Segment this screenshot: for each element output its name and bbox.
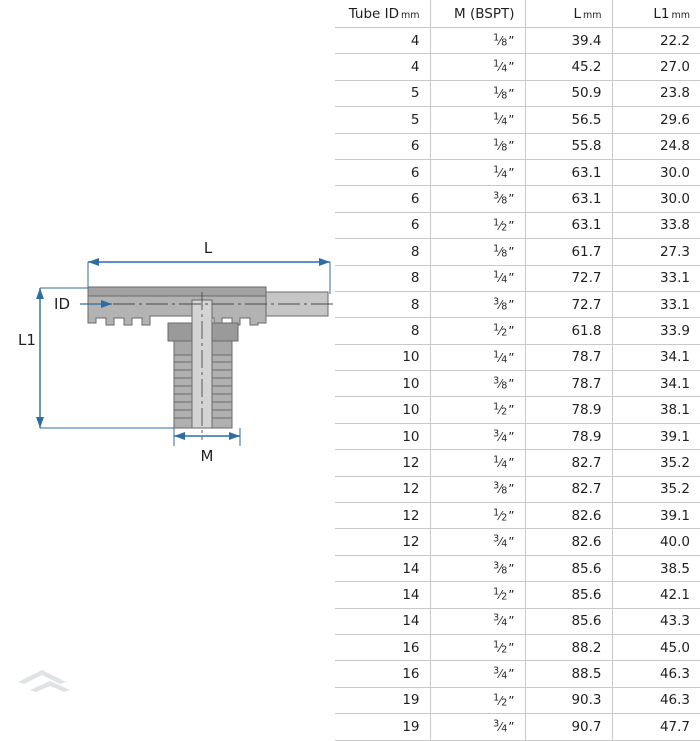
cell-thread: $^3$⁄4” <box>430 661 525 687</box>
dimension-label-L: L <box>203 239 213 257</box>
cell-thread: $^3$⁄4” <box>430 714 525 740</box>
cell-l1: 35.2 <box>612 476 700 502</box>
cell-l: 63.1 <box>525 186 612 212</box>
table-row <box>335 291 700 317</box>
cell-l1: 24.8 <box>612 133 700 159</box>
cell-thread: $^1$⁄4” <box>430 54 525 80</box>
fitting-body <box>88 287 328 428</box>
cell-l1: 33.1 <box>612 265 700 291</box>
cell-thread: $^3$⁄8” <box>430 371 525 397</box>
cell-thread: $^1$⁄8” <box>430 133 525 159</box>
dimension-label-L1: L1 <box>18 331 36 349</box>
cell-l: 63.1 <box>525 159 612 185</box>
cell-tube-id: 12 <box>335 529 430 555</box>
dimension-M <box>174 428 240 465</box>
column-header-l1-text: L1 <box>653 5 670 22</box>
cell-l: 55.8 <box>525 133 612 159</box>
table-row <box>335 371 700 397</box>
cell-tube-id: 10 <box>335 423 430 449</box>
cell-thread: $^1$⁄2” <box>430 634 525 660</box>
cell-thread: $^1$⁄4” <box>430 344 525 370</box>
table-row <box>335 80 700 106</box>
cell-thread: $^3$⁄4” <box>430 529 525 555</box>
cell-tube-id: 10 <box>335 344 430 370</box>
cell-thread: $^1$⁄2” <box>430 582 525 608</box>
cell-l1: 46.3 <box>612 687 700 713</box>
cell-tube-id: 14 <box>335 582 430 608</box>
cell-l1: 30.0 <box>612 186 700 212</box>
table-header-row <box>335 0 700 28</box>
cell-l1: 34.1 <box>612 344 700 370</box>
cell-tube-id: 5 <box>335 80 430 106</box>
cell-l1: 38.5 <box>612 555 700 581</box>
cell-thread: $^3$⁄8” <box>430 186 525 212</box>
table-row <box>335 133 700 159</box>
cell-l: 72.7 <box>525 291 612 317</box>
dimension-L <box>88 239 330 294</box>
cell-l1: 30.0 <box>612 159 700 185</box>
table-row <box>335 634 700 660</box>
table-row <box>335 450 700 476</box>
cell-tube-id: 14 <box>335 555 430 581</box>
column-header-thread <box>430 0 525 28</box>
table-row <box>335 107 700 133</box>
cell-l1: 40.0 <box>612 529 700 555</box>
cell-tube-id: 12 <box>335 476 430 502</box>
cell-l: 39.4 <box>525 28 612 54</box>
cell-thread: $^3$⁄8” <box>430 555 525 581</box>
column-header-tube-id <box>335 0 430 28</box>
cell-l1: 45.0 <box>612 634 700 660</box>
cell-thread: $^1$⁄2” <box>430 503 525 529</box>
cell-l: 88.2 <box>525 634 612 660</box>
table-row <box>335 54 700 80</box>
cell-l: 78.7 <box>525 344 612 370</box>
cell-tube-id: 19 <box>335 714 430 740</box>
table-row <box>335 687 700 713</box>
table-row <box>335 265 700 291</box>
dimension-label-ID: ID <box>54 295 70 313</box>
cell-l1: 47.7 <box>612 714 700 740</box>
cell-thread: $^3$⁄4” <box>430 423 525 449</box>
cell-l: 90.3 <box>525 687 612 713</box>
cell-tube-id: 19 <box>335 687 430 713</box>
column-header-l-unit: mm <box>582 9 602 21</box>
cell-l1: 39.1 <box>612 423 700 449</box>
specification-table-panel <box>335 0 700 735</box>
dimension-label-M: M <box>200 447 214 465</box>
table-row <box>335 28 700 54</box>
cell-tube-id: 8 <box>335 318 430 344</box>
cell-tube-id: 16 <box>335 634 430 660</box>
cell-tube-id: 10 <box>335 397 430 423</box>
tee-fitting-drawing <box>0 0 335 700</box>
column-header-l-text: L <box>573 5 581 22</box>
table-row <box>335 186 700 212</box>
cell-thread: $^1$⁄4” <box>430 159 525 185</box>
cell-tube-id: 12 <box>335 450 430 476</box>
table-row <box>335 318 700 344</box>
table-row <box>335 608 700 634</box>
table-row <box>335 714 700 740</box>
cell-tube-id: 6 <box>335 186 430 212</box>
cell-l1: 46.3 <box>612 661 700 687</box>
column-header-l <box>525 0 612 28</box>
cell-l: 82.6 <box>525 529 612 555</box>
cell-thread: $^1$⁄2” <box>430 687 525 713</box>
table-row <box>335 476 700 502</box>
cell-thread: $^1$⁄8” <box>430 239 525 265</box>
cell-tube-id: 6 <box>335 133 430 159</box>
cell-l: 82.7 <box>525 450 612 476</box>
cell-l1: 39.1 <box>612 503 700 529</box>
cell-thread: $^3$⁄8” <box>430 476 525 502</box>
cell-l1: 33.8 <box>612 212 700 238</box>
table-row <box>335 503 700 529</box>
table-row <box>335 582 700 608</box>
cell-thread: $^1$⁄2” <box>430 318 525 344</box>
cell-thread: $^1$⁄8” <box>430 28 525 54</box>
cell-thread: $^1$⁄4” <box>430 265 525 291</box>
cell-l: 50.9 <box>525 80 612 106</box>
cell-tube-id: 14 <box>335 608 430 634</box>
column-header-thread-text: M (BSPT) <box>454 5 515 22</box>
cell-tube-id: 16 <box>335 661 430 687</box>
cell-l1: 29.6 <box>612 107 700 133</box>
cell-l: 85.6 <box>525 555 612 581</box>
table-header <box>335 0 700 28</box>
column-header-tube-id-text: Tube ID <box>348 5 399 22</box>
cell-l: 61.8 <box>525 318 612 344</box>
table-row <box>335 555 700 581</box>
cell-l: 85.6 <box>525 582 612 608</box>
table-body <box>335 28 700 741</box>
cell-thread: $^1$⁄4” <box>430 107 525 133</box>
cell-thread: $^1$⁄8” <box>430 80 525 106</box>
cell-tube-id: 6 <box>335 212 430 238</box>
cell-tube-id: 8 <box>335 291 430 317</box>
cell-tube-id: 4 <box>335 54 430 80</box>
cell-l: 88.5 <box>525 661 612 687</box>
specification-table <box>335 0 700 741</box>
cell-tube-id: 6 <box>335 159 430 185</box>
table-row <box>335 159 700 185</box>
cell-l1: 42.1 <box>612 582 700 608</box>
cell-l: 82.6 <box>525 503 612 529</box>
table-row <box>335 344 700 370</box>
cell-l: 61.7 <box>525 239 612 265</box>
cell-l1: 22.2 <box>612 28 700 54</box>
cell-tube-id: 10 <box>335 371 430 397</box>
cell-thread: $^3$⁄8” <box>430 291 525 317</box>
cell-l: 82.7 <box>525 476 612 502</box>
table-row <box>335 423 700 449</box>
cell-thread: $^3$⁄4” <box>430 608 525 634</box>
table-row <box>335 212 700 238</box>
cell-l: 78.9 <box>525 423 612 449</box>
cell-l: 90.7 <box>525 714 612 740</box>
table-row <box>335 239 700 265</box>
cell-l1: 33.1 <box>612 291 700 317</box>
technical-drawing-panel <box>0 0 335 700</box>
cell-l1: 27.3 <box>612 239 700 265</box>
cell-l: 78.7 <box>525 371 612 397</box>
cell-tube-id: 8 <box>335 239 430 265</box>
cell-l: 45.2 <box>525 54 612 80</box>
cell-l1: 27.0 <box>612 54 700 80</box>
cell-thread: $^1$⁄2” <box>430 397 525 423</box>
table-row <box>335 661 700 687</box>
table-row <box>335 397 700 423</box>
cell-l1: 23.8 <box>612 80 700 106</box>
cell-l1: 34.1 <box>612 371 700 397</box>
cell-l1: 43.3 <box>612 608 700 634</box>
column-header-l1 <box>612 0 700 28</box>
column-header-tube-id-unit: mm <box>400 9 420 21</box>
cell-l1: 33.9 <box>612 318 700 344</box>
cell-thread: $^1$⁄2” <box>430 212 525 238</box>
cell-l: 56.5 <box>525 107 612 133</box>
watermark-graphic <box>18 670 70 692</box>
cell-tube-id: 12 <box>335 503 430 529</box>
cell-l: 78.9 <box>525 397 612 423</box>
cell-l: 72.7 <box>525 265 612 291</box>
cell-l1: 35.2 <box>612 450 700 476</box>
cell-l1: 38.1 <box>612 397 700 423</box>
table-row <box>335 529 700 555</box>
cell-tube-id: 5 <box>335 107 430 133</box>
cell-thread: $^1$⁄4” <box>430 450 525 476</box>
cell-l: 85.6 <box>525 608 612 634</box>
cell-tube-id: 4 <box>335 28 430 54</box>
cell-l: 63.1 <box>525 212 612 238</box>
column-header-l1-unit: mm <box>671 9 690 21</box>
cell-tube-id: 8 <box>335 265 430 291</box>
